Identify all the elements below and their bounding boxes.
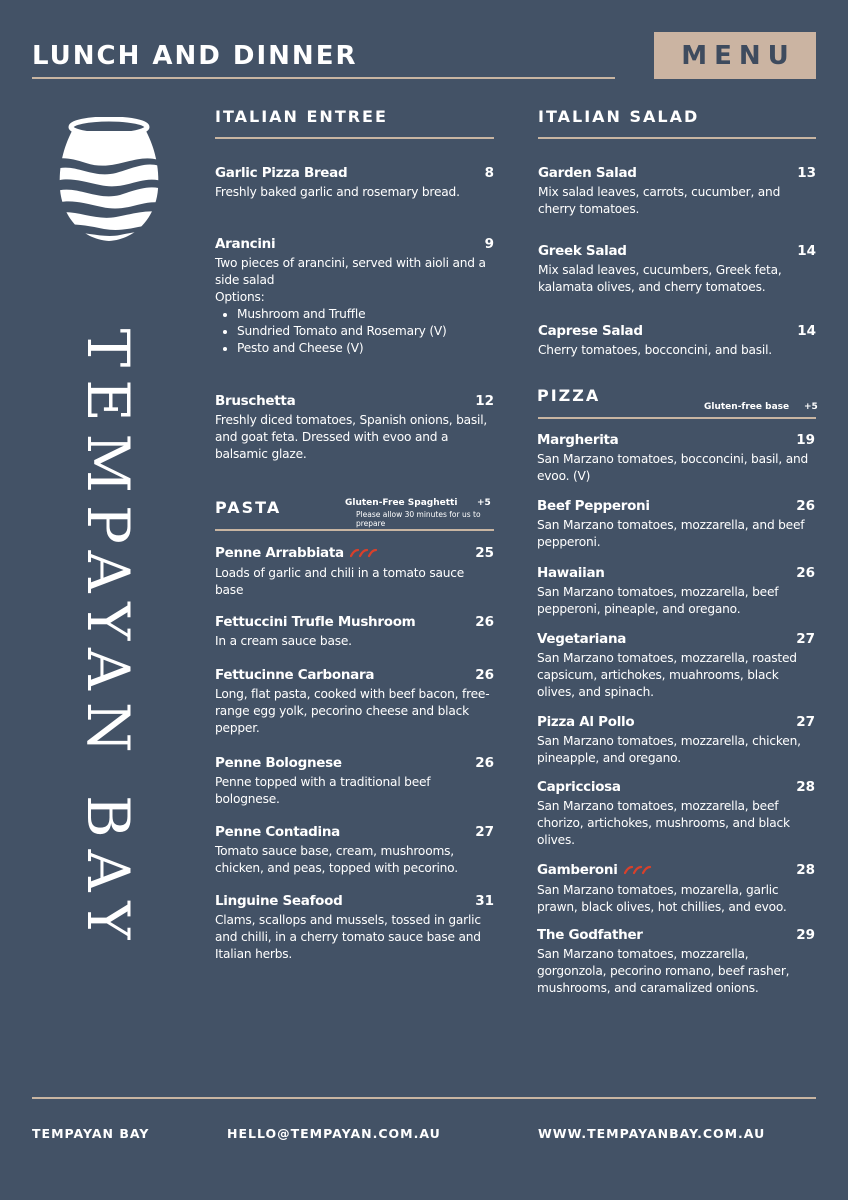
menu-item [538, 243, 816, 296]
item-name: Penne Bolognese [215, 755, 342, 771]
item-name: Garlic Pizza Bread [215, 165, 348, 181]
option-item: Mushroom and Truffle [223, 306, 494, 323]
item-price: 29 [796, 927, 815, 943]
item-description: San Marzano tomatoes, mozzarella, roasted capsicum, artichokes, muahrooms, black olives, and spinach. [537, 651, 797, 699]
item-price: 26 [475, 614, 494, 630]
item-price: 9 [484, 236, 494, 252]
section-title-entree: ITALIAN ENTREE [215, 107, 388, 126]
item-price: 26 [475, 667, 494, 683]
title-divider [32, 77, 615, 79]
item-description: Cherry tomatoes, bocconcini, and basil. [538, 343, 772, 357]
footer-divider [32, 1097, 816, 1099]
item-name: Fettucinne Carbonara [215, 667, 375, 683]
menu-item [215, 614, 494, 650]
menu-item [537, 432, 815, 485]
item-price: 8 [484, 165, 494, 181]
vertical-brand-name: TEMPAYAN BAY [74, 328, 142, 952]
gluten-free-note: Gluten-Free Spaghetti [345, 498, 458, 508]
menu-item [537, 565, 815, 618]
menu-item [215, 544, 494, 599]
item-name: Gamberoni [537, 862, 618, 878]
section-title-pasta: PASTA [215, 498, 282, 517]
gluten-free-price: +5 [477, 498, 491, 508]
item-price: 28 [796, 862, 815, 878]
item-description: Mix salad leaves, carrots, cucumber, and cherry tomatoes. [538, 185, 781, 216]
item-description: Clams, scallops and mussels, tossed in garlic and chilli, in a cherry tomato sauce base and Italian herbs. [215, 913, 481, 961]
menu-badge: MENU [654, 32, 816, 79]
item-price: 19 [796, 432, 815, 448]
menu-item [215, 755, 494, 808]
item-name: Garden Salad [538, 165, 637, 181]
item-description: Two pieces of arancini, served with aioli and a side salad [215, 256, 486, 287]
gluten-free-note: Gluten-free base [704, 402, 790, 412]
item-name: Greek Salad [538, 243, 627, 259]
item-description: Mix salad leaves, cucumbers, Greek feta, kalamata olives, and cherry tomatoes. [538, 263, 782, 294]
option-item: Pesto and Cheese (V) [223, 340, 494, 357]
item-description: Tomato sauce base, cream, mushrooms, chicken, and peas, topped with pecorino. [215, 844, 458, 875]
item-description: San Marzano tomatoes, mozzarella, chicken, pineapple, and oregano. [537, 734, 801, 765]
item-price: 27 [475, 824, 494, 840]
jar-wave-logo-icon [56, 117, 162, 245]
gluten-free-subnote: Please allow 30 minutes for us to prepare [356, 510, 481, 528]
item-description: Freshly diced tomatoes, Spanish onions, basil, and goat feta. Dressed with evoo and a balsamic glaze. [215, 413, 488, 461]
menu-item [537, 861, 815, 916]
item-description: San Marzano tomatoes, mozzarella, gorgonzola, pecorino romano, beef rasher, mushrooms, and caramalized onions. [537, 947, 790, 995]
item-price: 26 [796, 565, 815, 581]
menu-item [537, 498, 815, 551]
options-list [215, 306, 494, 357]
item-description: San Marzano tomatoes, bocconcini, basil, and evoo. (V) [537, 452, 809, 483]
menu-item [215, 165, 494, 201]
item-name: Beef Pepperoni [537, 498, 650, 514]
item-name: Capricciosa [537, 779, 621, 795]
section-divider [215, 137, 494, 139]
menu-item [215, 393, 494, 463]
menu-item [215, 667, 494, 737]
item-price: 14 [797, 243, 816, 259]
item-description: San Marzano tomatoes, mozzarella, beef chorizo, artichokes, mushrooms, and black olives. [537, 799, 790, 847]
menu-item [215, 893, 494, 963]
item-name: Penne Arrabbiata [215, 545, 344, 561]
menu-item [537, 927, 815, 997]
options-label: Options: [215, 290, 265, 304]
item-price: 12 [475, 393, 494, 409]
menu-item [537, 779, 815, 849]
item-name: Pizza Al Pollo [537, 714, 635, 730]
item-price: 26 [475, 755, 494, 771]
item-name: Bruschetta [215, 393, 296, 409]
section-divider [215, 529, 494, 531]
gluten-free-price: +5 [804, 402, 818, 412]
item-description: Loads of garlic and chili in a tomato sauce base [215, 566, 465, 597]
page-title: LUNCH AND DINNER [32, 41, 358, 71]
item-name: Caprese Salad [538, 323, 643, 339]
item-name: Linguine Seafood [215, 893, 343, 909]
item-description: Penne topped with a traditional beef bolognese. [215, 775, 431, 806]
item-price: 14 [797, 323, 816, 339]
menu-item [215, 236, 494, 357]
item-description: San Marzano tomatoes, mozarella, garlic prawn, black olives, hot chillies, and evoo. [537, 883, 787, 914]
item-price: 13 [797, 165, 816, 181]
item-price: 26 [796, 498, 815, 514]
item-description: Long, flat pasta, cooked with beef bacon, free-range egg yolk, pecorino cheese and black pepper. [215, 687, 490, 735]
item-price: 27 [796, 714, 815, 730]
menu-item [537, 714, 815, 767]
item-name: Fettuccini Trufle Mushroom [215, 614, 416, 630]
option-item: Sundried Tomato and Rosemary (V) [223, 323, 494, 340]
chili-icon [350, 548, 378, 558]
item-description: In a cream sauce base. [215, 634, 352, 648]
item-name: Penne Contadina [215, 824, 340, 840]
item-name: The Godfather [537, 927, 643, 943]
menu-item [537, 631, 815, 701]
item-description: San Marzano tomatoes, mozzarella, and beef pepperoni. [537, 518, 805, 549]
item-price: 27 [796, 631, 815, 647]
menu-item [538, 323, 816, 359]
item-description: San Marzano tomatoes, mozzarella, beef pepperoni, pineaple, and oregano. [537, 585, 779, 616]
menu-item [215, 824, 494, 877]
item-price: 25 [475, 545, 494, 561]
item-name: Arancini [215, 236, 276, 252]
section-title-pizza: PIZZA [537, 386, 601, 405]
item-price: 28 [796, 779, 815, 795]
section-divider [538, 137, 816, 139]
item-name: Margherita [537, 432, 619, 448]
item-price: 31 [475, 893, 494, 909]
footer-brand: TEMPAYAN BAY [32, 1126, 150, 1141]
footer-email-link[interactable]: HELLO@TEMPAYAN.COM.AU [227, 1126, 441, 1141]
item-name: Vegetariana [537, 631, 627, 647]
item-name: Hawaiian [537, 565, 605, 581]
item-description: Freshly baked garlic and rosemary bread. [215, 185, 460, 199]
chili-icon [624, 865, 652, 875]
section-divider [538, 417, 816, 419]
section-title-salad: ITALIAN SALAD [538, 107, 700, 126]
footer-website-link[interactable]: WWW.TEMPAYANBAY.COM.AU [538, 1126, 766, 1141]
menu-item [538, 165, 816, 218]
